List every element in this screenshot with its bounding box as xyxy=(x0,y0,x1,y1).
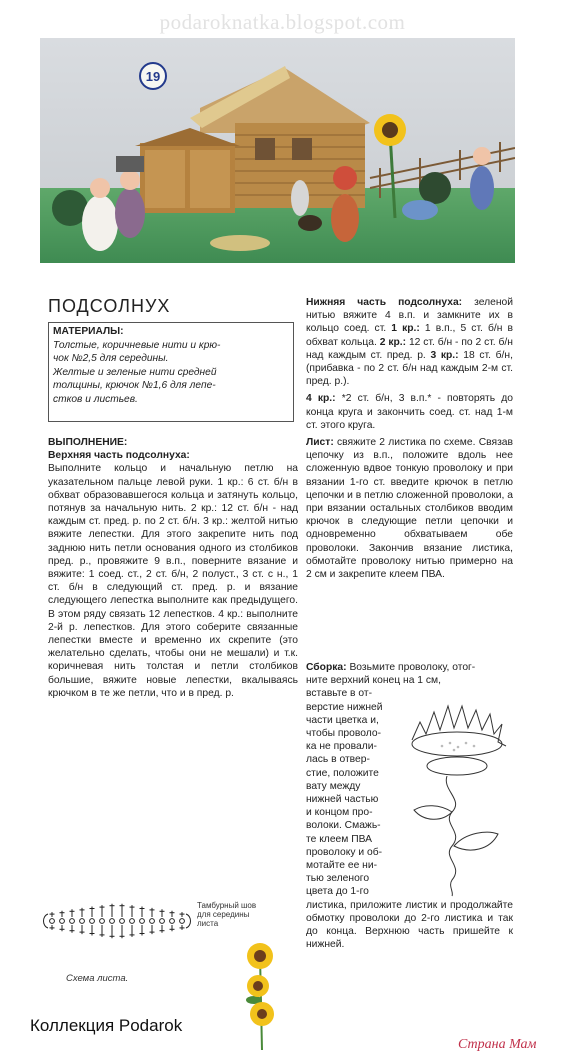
assembly-narrow-line: стие, положите xyxy=(306,767,379,779)
knitted-sunflowers-photo xyxy=(236,940,286,1050)
chain-stitch-mark xyxy=(110,919,115,924)
materials-box xyxy=(48,322,294,422)
assembly-narrow-line: ка не провали- xyxy=(306,741,377,753)
leaf-crochet-scheme xyxy=(38,880,198,960)
assembly-narrow-line: лась в отвер- xyxy=(306,754,370,766)
materials-line: стков и листьев. xyxy=(53,393,138,405)
assembly-narrow-line: цвета до 1-го xyxy=(306,886,369,898)
assembly-narrow-line: мотайте ее ни- xyxy=(306,860,378,872)
assembly-narrow-line: вставьте в от- xyxy=(306,688,373,700)
lower-part-text: 12 ст. б/н - по 2 ст. б/н над каждым ст. пред. р. xyxy=(306,336,513,361)
assembly-narrow-line: вату между xyxy=(306,780,361,792)
assembly-narrow-line: те клеем ПВА xyxy=(306,833,373,845)
chain-stitch-mark xyxy=(50,919,55,924)
chain-stitch-mark xyxy=(100,919,105,924)
right-column-text xyxy=(306,296,513,581)
scheme-label-line: для середины xyxy=(197,910,250,919)
lower-part-text: 18 ст. б/н, (прибавка - по 2 ст. б/н над каждым 2-м ст. пред. р.). xyxy=(306,349,513,388)
chain-stitch-mark xyxy=(170,919,175,924)
leaf-heading: Лист: xyxy=(306,437,334,449)
upper-part-heading: Верхняя часть подсолнуха: xyxy=(48,450,190,462)
page-number-badge: 19 xyxy=(145,69,161,84)
scheme-label xyxy=(197,901,256,928)
chain-stitch-mark xyxy=(150,919,155,924)
assembly-narrow-line: и концом про- xyxy=(306,807,373,819)
site-stamp: Страна Мам xyxy=(458,1037,537,1052)
page-title: ПОДСОЛНУХ xyxy=(48,296,171,316)
chain-stitch-mark xyxy=(80,919,85,924)
assembly-line: ните верхний конец на 1 см, xyxy=(306,675,441,687)
assembly-narrow-line: части цветка и, xyxy=(306,714,379,726)
left-column-text xyxy=(48,436,298,700)
chain-stitch-mark xyxy=(180,919,185,924)
materials-heading: МАТЕРИАЛЫ: xyxy=(53,326,124,337)
chain-stitch-mark xyxy=(140,919,145,924)
round-label: 1 кр.: xyxy=(391,323,420,335)
watermark-text: podaroknatka.blogspot.com xyxy=(159,10,406,34)
assembly-narrow-line: волоки. Смажь- xyxy=(306,820,381,832)
leaf-instructions: свяжите 2 листика по схеме. Связав цепочку из в.п., положите вдоль нее сложенную вдвое тонкую проволоку и при вязании 1-го ст. введите крючок в петлю цепочки и в петлю сложенной проволоки, а при вязании остальных столбиков вводим крючок в следующие петли цепочки и одновременно обхватываем обе проволоки. Закончив вязание листика, обмотайте проволоку нитью примерно на 2 см и закрепите клеем ПВА. xyxy=(306,437,513,581)
execution-heading: ВЫПОЛНЕНИЕ: xyxy=(48,437,128,448)
materials-line: толщины, крючок №1,6 для лепе- xyxy=(53,380,216,392)
lower-part-heading: Нижняя часть подсолнуха: xyxy=(306,297,463,308)
round-label: 4 кр.: xyxy=(306,393,336,405)
assembly-narrow-line: нижней частью xyxy=(306,794,379,806)
knitted-village-scene-photo xyxy=(40,38,515,263)
round-label: 3 кр.: xyxy=(430,349,459,361)
assembly-line: Возьмите проволоку, отог- xyxy=(349,662,476,673)
chain-stitch-mark xyxy=(70,919,75,924)
materials-line: чок №2,5 для середины. xyxy=(53,353,169,365)
scheme-label-line: листа xyxy=(197,919,219,928)
collection-label: Коллекция Podarok xyxy=(30,1016,183,1035)
chain-stitch-mark xyxy=(90,919,95,924)
sunflower-assembly-diagram xyxy=(402,700,512,900)
materials-line: Толстые, коричневые нити и крю- xyxy=(53,339,221,351)
assembly-narrow-block xyxy=(306,687,400,898)
assembly-tail: листика, приложите листик и продолжайте обмотку проволоки до 2-го листика и так до конца. Верхнюю часть пришейте к нижней. xyxy=(306,899,513,951)
assembly-narrow-line: проволоку и об- xyxy=(306,846,383,858)
chain-stitch-mark xyxy=(160,919,165,924)
assembly-heading: Сборка: xyxy=(306,662,347,673)
lower-part-text: 1 в.п., 5 ст. б/н в обхват кольца. xyxy=(306,323,513,348)
upper-part-instructions: Выполните кольцо и начальную петлю на указательном пальце левой руки. 1 кр.: 6 ст. б/н в обхват образовавшегося кольца и затянуть кольцо, потянув за начальную нить. 2 кр.: 12 ст. б/н - над каждым ст. пред. р. по 2 ст. б/н. 3 кр.: желтой нитью вяжите лепестки. Для этого закрепите нить под заднюю нить петли основания одного из столбиков пред. р., провяжите 9 в.п., поверните вязание и вяжите: 1 соед. ст., 2 ст. б/н, 2 полуст., 3 ст. с н., 1 ст. б/н в следующий ст. пред. р. и вязание следующего лепестка выполните как предыдущего. В этом ряду связать 12 лепестков. 4 кр.: выполните 2-й р. лепестков. Для этого соберите связанные лепестки вместе и временно их скрепите (это желательно сделать, чтобы они не мешали) и т.к. коричневая нить толстая и петли столбиков большие, вяжите новые лепестки, вкалываясь крючком в те же петли, что и в пред. р. xyxy=(48,463,298,699)
chain-stitch-mark xyxy=(130,919,135,924)
materials-line: Желтые и зеленые нити средней xyxy=(53,366,217,378)
lower-part-text: зеленой нитью вяжите 4 в.п. и замкните их в кольцо соед. ст. xyxy=(306,297,513,335)
scheme-caption: Схема листа. xyxy=(66,973,129,984)
assembly-narrow-line: тью зеленого xyxy=(306,873,370,885)
assembly-narrow-line: чтобы проволо- xyxy=(306,728,382,740)
chain-stitch-mark xyxy=(60,919,65,924)
round-label: 2 кр.: xyxy=(379,336,407,348)
scheme-label-line: Тамбурный шов xyxy=(197,901,257,910)
lower-part-text: *2 ст. б/н, 3 в.п.* - повторять до конца круга и закончить соед. ст. над 1-м ст. этого круга. xyxy=(306,393,513,431)
assembly-narrow-line: верстие нижней xyxy=(306,701,383,713)
chain-stitch-mark xyxy=(120,919,125,924)
